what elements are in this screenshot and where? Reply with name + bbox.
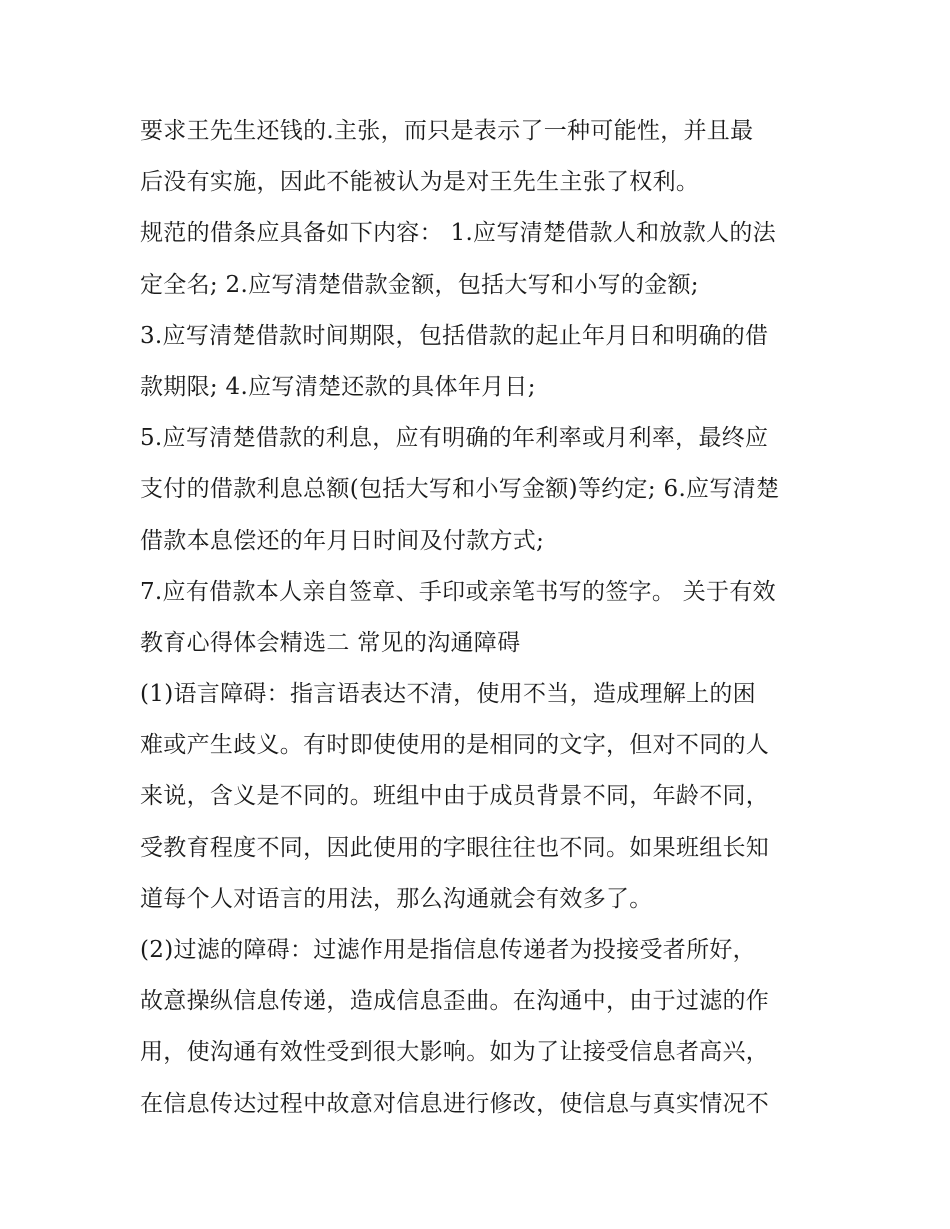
text-line: 教育心得体会精选二 常见的沟通障碍 <box>140 629 521 656</box>
document-body <box>140 106 816 1130</box>
text-line: 来说，含义是不同的。班组中由于成员背景不同，年龄不同， <box>140 783 770 810</box>
text-line: 7.应有借款本人亲自签章、手印或亲笔书写的签字。 关于有效 <box>140 578 776 605</box>
text-line: 5.应写清楚借款的利息，应有明确的年利率或月利率，最终应 <box>140 425 769 452</box>
text-line: 规范的借条应具备如下内容： 1.应写清楚借款人和放款人的法 <box>140 220 776 247</box>
text-line: 用，使沟通有效性受到很大影响。如为了让接受信息者高兴， <box>140 1039 770 1066</box>
text-line: 3.应写清楚借款时间期限，包括借款的起止年月日和明确的借 <box>140 322 769 349</box>
text-line: 借款本息偿还的年月日时间及付款方式; <box>140 527 545 554</box>
text-line: 定全名; 2.应写清楚借款金额，包括大写和小写的金额; <box>140 271 699 298</box>
text-line: 要求王先生还钱的.主张，而只是表示了一种可能性，并且最 <box>140 118 754 144</box>
text-line: (2)过滤的障碍：过滤作用是指信息传递者为投接受者所好， <box>140 937 756 963</box>
text-line: 受教育程度不同，因此使用的字眼往往也不同。如果班组长知 <box>140 834 770 861</box>
text-line: 道每个人对语言的用法，那么沟通就会有效多了。 <box>140 885 653 912</box>
text-line: 难或产生歧义。有时即使使用的是相同的文字，但对不同的人 <box>140 732 770 759</box>
text-line: 故意操纵信息传递，造成信息歪曲。在沟通中，由于过滤的作 <box>140 988 770 1015</box>
text-line: 款期限; 4.应写清楚还款的具体年月日; <box>140 373 536 400</box>
text-line: 在信息传达过程中故意对信息进行修改，使信息与真实情况不 <box>140 1090 770 1117</box>
text-line: 后没有实施，因此不能被认为是对王先生主张了权利。 <box>140 169 700 196</box>
text-line: 支付的借款利息总额(包括大写和小写金额)等约定; 6.应写清楚 <box>140 476 780 503</box>
text-line: (1)语言障碍：指言语表达不清，使用不当，造成理解上的困 <box>140 681 756 708</box>
